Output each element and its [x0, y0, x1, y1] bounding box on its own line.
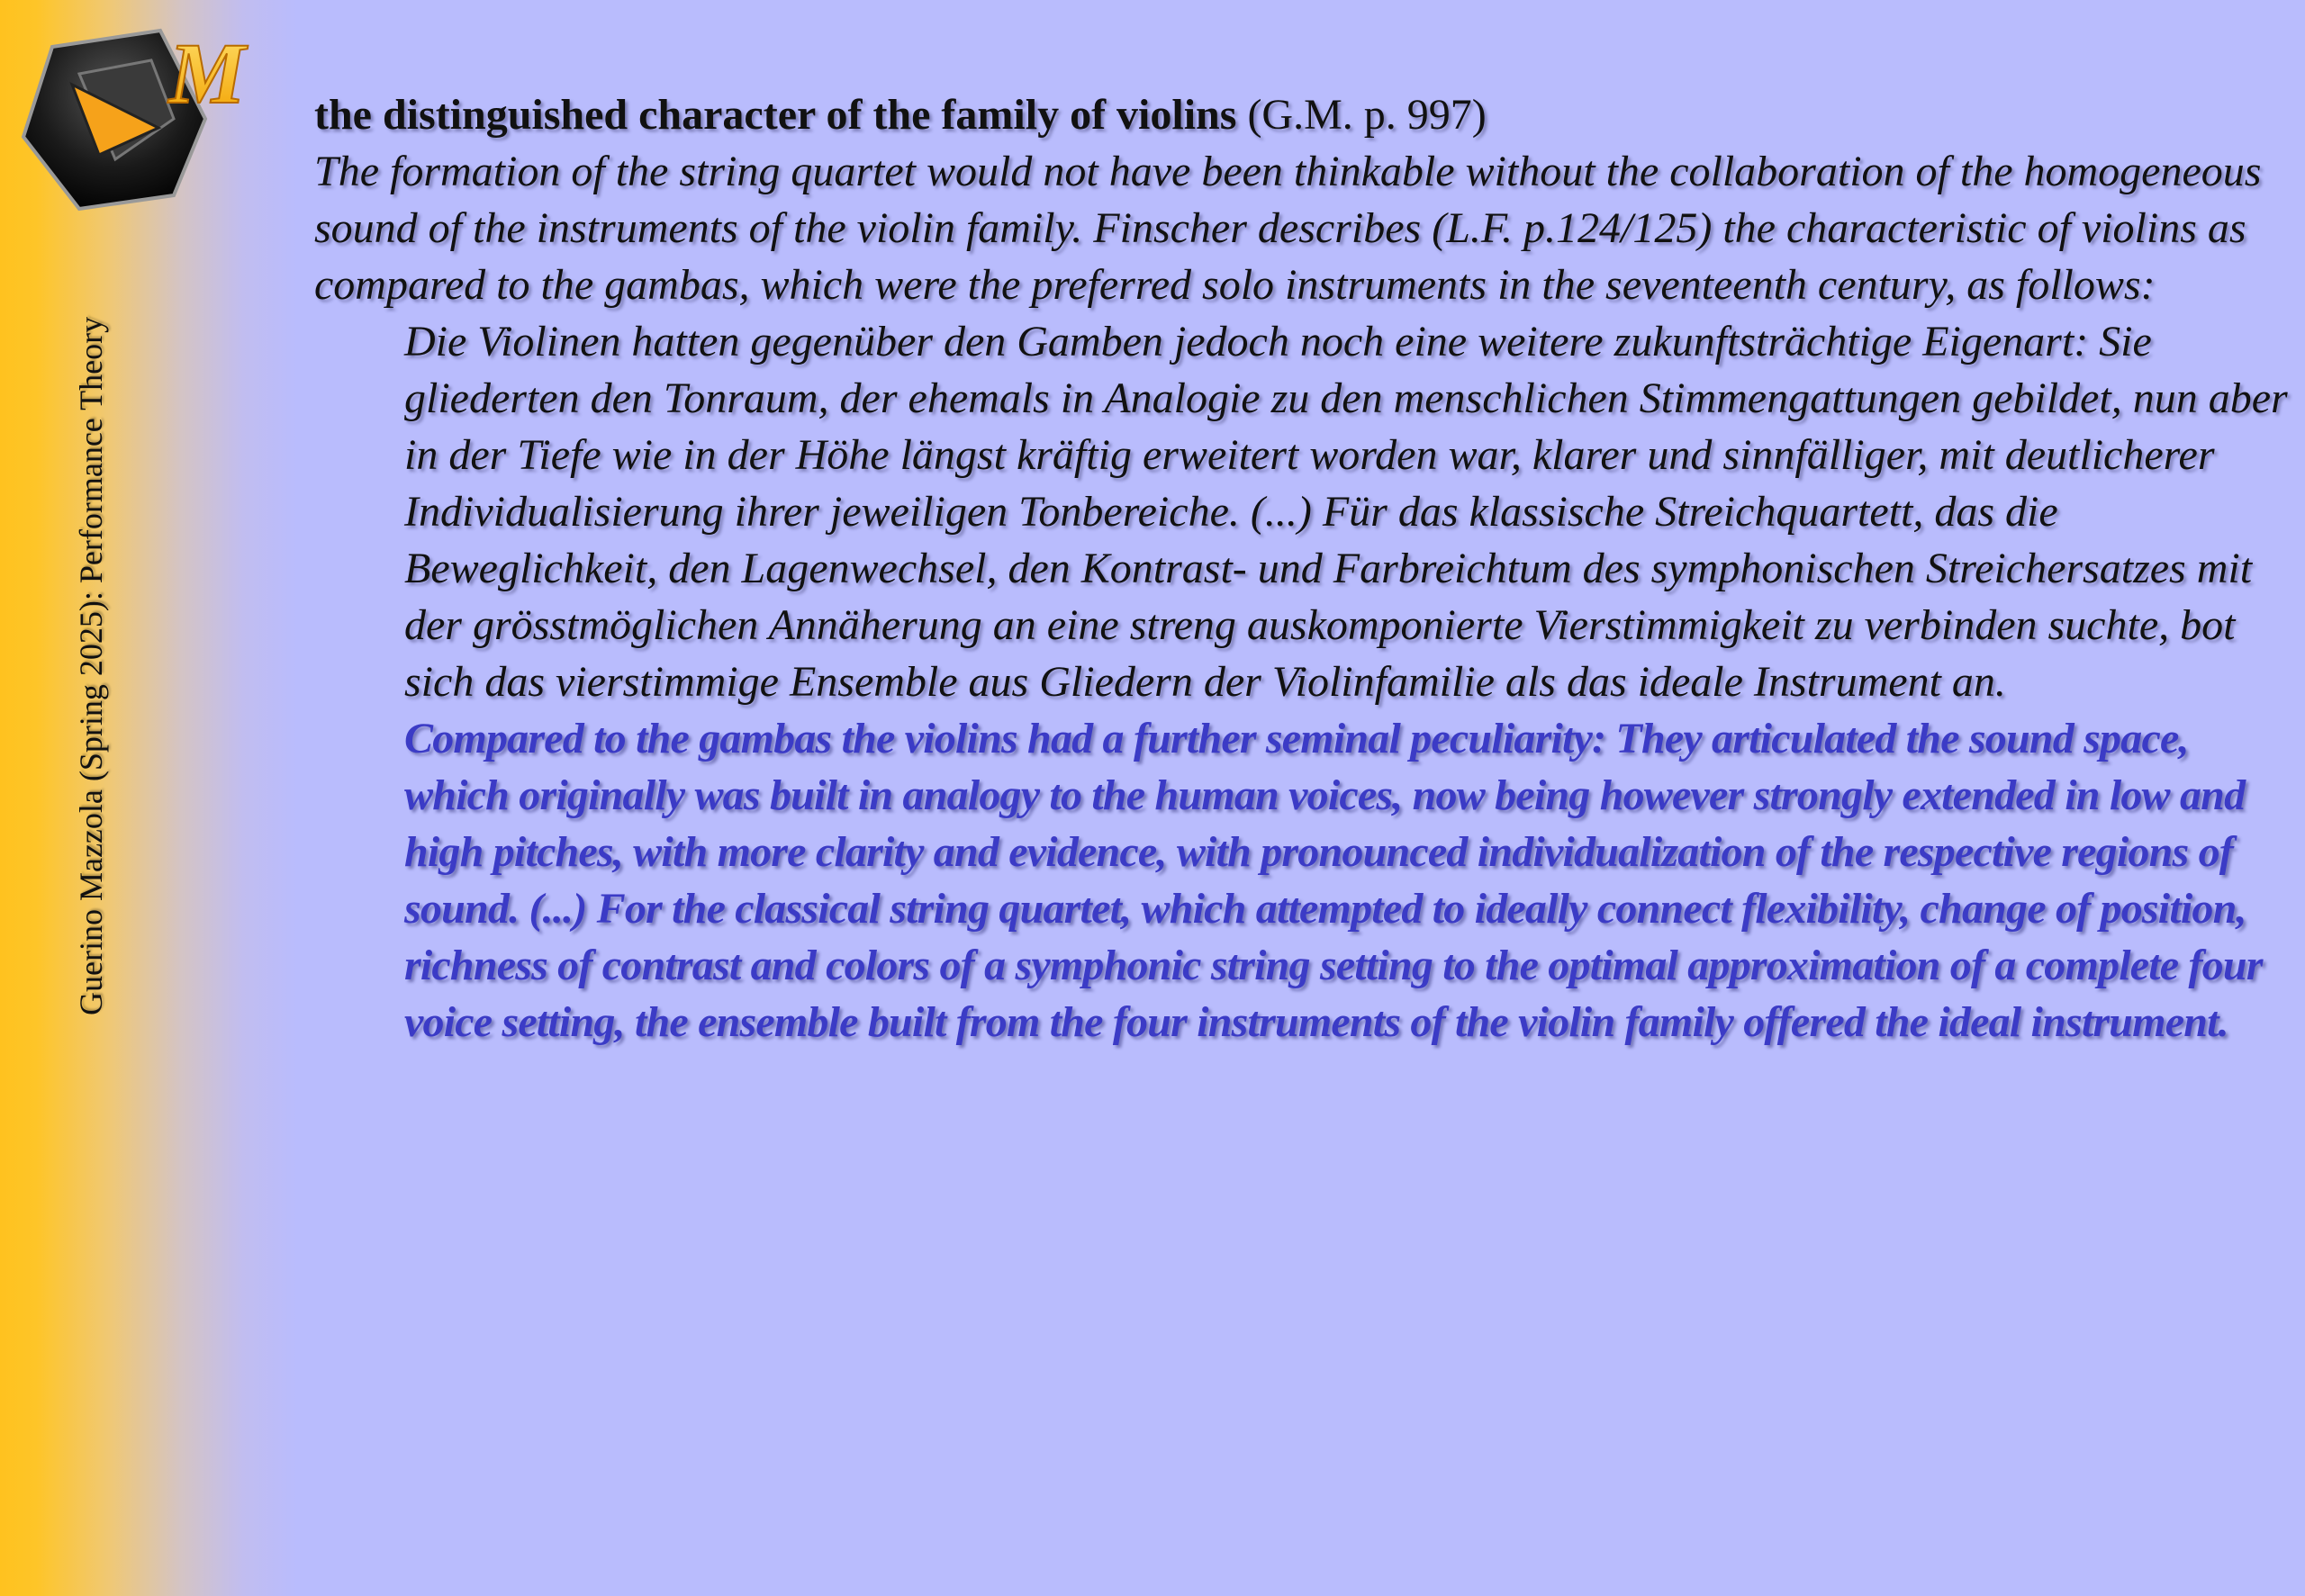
slide-title: the distinguished character of the family of violins: [314, 91, 1237, 139]
sidebar-gradient: [0, 0, 297, 1596]
footer-vertical-label: Guerino Mazzola (Spring 2025): Performance Theory: [73, 316, 109, 1015]
english-translation: Compared to the gambas the violins had a further seminal peculiarity: They articulated the sound space, which originally was built in analogy to the human voices, now being however strongly extended in low and high pitches, with more clarity and evidence, with pronounced individualization of the respective regions of sound. (...) For the classical string quartet, which attempted to ideally connect flexibility, change of position, richness of contrast and colors of a symphonic string setting to the optimal approximation of a complete four voice setting, the ensemble built from the four instruments of the violin family offered the ideal instrument.: [404, 715, 2263, 1046]
intro-paragraph: The formation of the string quartet would not have been thinkable without the collaboration of the homogeneous sound of the instruments of the violin family. Finscher describes (L.F. p.124/125) the characteristic of violins as compared to the gambas, which were the preferred solo instruments in the seventeenth century, as follows:: [314, 148, 2262, 309]
slide-title-reference: (G.M. p. 997): [1236, 91, 1487, 139]
german-quote: Die Violinen hatten gegenüber den Gamben jedoch noch eine weitere zukunftsträchtige Eigenart: Sie gliederten den Tonraum, der ehemals in Analogie zu den menschlichen Stimmengattungen gebildet, nun aber in der Tiefe wie in der Höhe längst kräftig erweitert worden war, klarer und sinnfälliger, mit deutlicherer Individualisierung ihrer jeweiligen Tonbereiche. (...) Für das klassische Streichquartett, das die Beweglichkeit, den Lagenwechsel, den Kontrast- und Farbreichtum des symphonischen Streichersatzes mit der grösstmöglichen Annäherung an eine streng auskomponierte Vierstimmigkeit zu verbinden suchte, bot sich das vierstimmige Ensemble aus Gliedern der Violinfamilie als das ideale Instrument an.: [404, 318, 2288, 706]
slide-body: [314, 86, 2295, 1050]
logo: [16, 20, 259, 218]
logo-letter: M: [168, 25, 246, 122]
slide-title-line: [314, 86, 2295, 143]
